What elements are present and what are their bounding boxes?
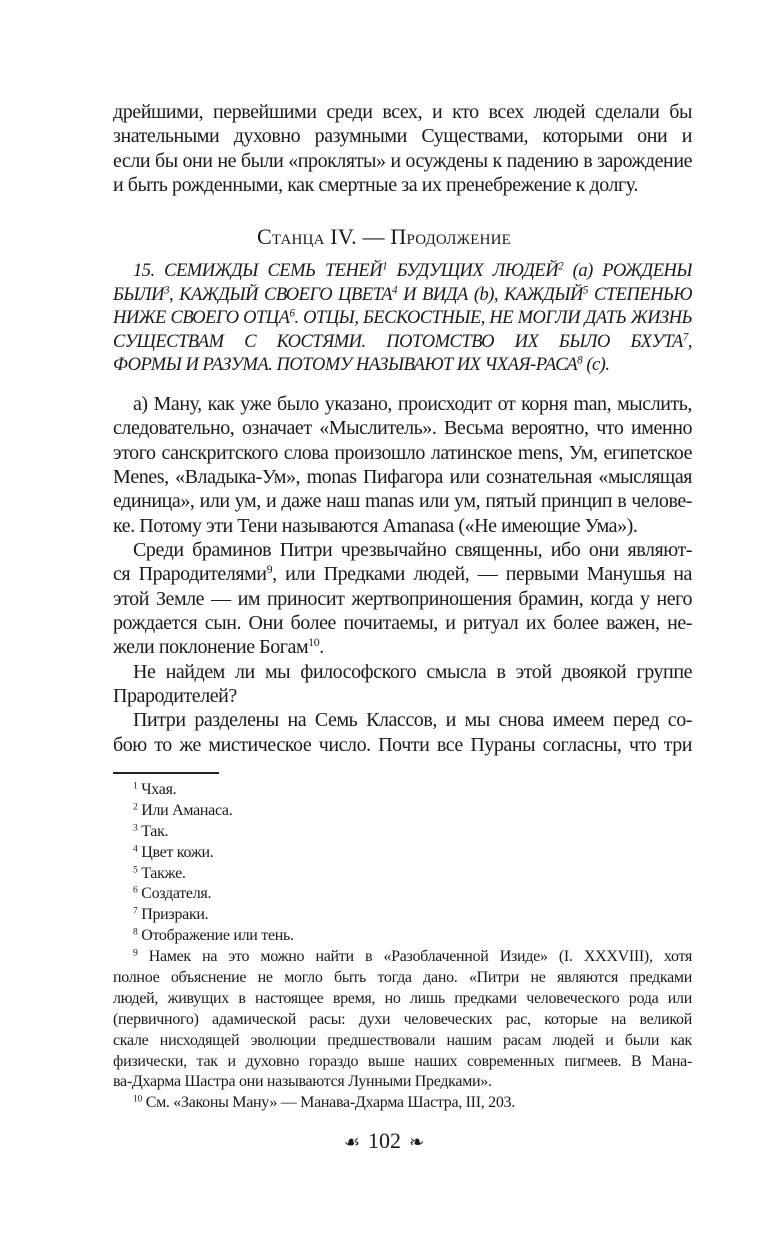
text-line	[113, 587, 692, 611]
text-segment: Прародителей?	[113, 685, 237, 708]
text-segment: Призраки.	[137, 906, 209, 924]
text-line	[113, 465, 692, 489]
footnote-marker: 1	[133, 780, 138, 792]
text-line	[113, 822, 692, 843]
footnote-divider	[113, 772, 219, 774]
text-segment: Чхая.	[137, 781, 177, 798]
page-number-footer	[0, 1128, 768, 1154]
footnote-marker: 10	[133, 1093, 142, 1105]
text-segment: дрейшими, первейшими среди всех, и кто всех людей сделали бы	[113, 101, 692, 123]
text-line	[113, 354, 692, 378]
text-segment: если бы они не были «прокляты» и осуждены к падению в зарождение	[113, 149, 692, 172]
text-line	[113, 489, 692, 513]
text-segment: См. «Законы Ману» — Манава-Дхарма Шастра, III, 203.	[142, 1094, 515, 1112]
footnote-marker: 10	[308, 635, 320, 650]
text-line	[113, 635, 692, 659]
text-segment: . ОТЦЫ, БЕСКОСТНЫЕ, НЕ МОГЛИ ДАТЬ ЖИЗНЬ	[294, 308, 692, 328]
text-line	[113, 149, 692, 173]
text-line	[113, 416, 692, 440]
text-line	[113, 947, 692, 968]
text-segment: ке. Потому эти Тени называются Amanasa («Не имеющие Ума»).	[113, 514, 638, 537]
text-line	[113, 538, 692, 562]
text-segment: СТЕПЕНЬЮ	[587, 284, 692, 305]
text-segment: Или Аманаса.	[137, 801, 233, 819]
text-line	[113, 1052, 692, 1073]
text-segment: полное объяснение не могло быть тогда дано. «Питри не являются предками	[113, 969, 692, 987]
footnote-marker: 2	[133, 801, 138, 813]
text-line	[113, 392, 692, 416]
footnote-marker: 9	[133, 947, 138, 959]
text-line	[113, 173, 692, 197]
text-segment: физически, так и духовно гораздо выше наших современных пигмеев. В Мана-	[113, 1052, 692, 1070]
text-segment: и быть рожденными, как смертные за их пренебрежение к долгу.	[113, 174, 638, 197]
text-line	[113, 843, 692, 864]
text-line	[113, 1010, 692, 1031]
text-segment: людей, живущих в настоящее время, но лишь предками человеческого рода или	[113, 989, 692, 1007]
footnotes	[113, 780, 692, 1114]
text-segment: (первичного) адамической расы: духи человеческих рас, которые на великой	[113, 1010, 692, 1028]
text-line	[113, 307, 692, 331]
text-segment: Menes, «Владыка-Ум», monas Пифагора или сознательная «мыслящая	[113, 466, 692, 489]
text-line	[113, 260, 692, 284]
footnote-marker: 8	[133, 926, 138, 938]
text-line	[113, 1031, 692, 1052]
text-segment: Также.	[137, 864, 186, 882]
text-segment: единица», или ум, и даже наш manas или ум, пятый принцип в челове-	[113, 490, 692, 513]
footnote-marker: 5	[582, 283, 588, 296]
footnote-marker: 4	[392, 283, 398, 296]
text-segment: Так.	[137, 822, 169, 840]
text-segment: знательными духовно разумными Существами, которыми они и	[113, 125, 692, 148]
page-number: 102	[368, 1128, 402, 1153]
text-segment: а) Ману, как уже было указано, происходит от корня man, мыслить,	[133, 393, 692, 415]
text-segment: ,	[687, 331, 692, 352]
main-text	[113, 392, 692, 757]
text-segment: И ВИДА (b), КАЖДЫЙ	[397, 284, 583, 305]
footnote-marker: 7	[133, 905, 138, 917]
text-segment: ся Прародителями	[113, 563, 267, 586]
text-segment: бою то же мистическое число. Почти все Пураны согласны, что три	[113, 733, 692, 756]
footnote-marker: 8	[577, 354, 583, 367]
text-segment: , или Предками людей, — первыми Манушья на	[272, 563, 692, 586]
text-line	[113, 124, 692, 148]
footnote-marker: 7	[682, 330, 688, 343]
text-segment: 15. СЕМИЖДЫ СЕМЬ ТЕНЕЙ	[133, 261, 383, 281]
footnote-marker: 9	[266, 562, 273, 577]
text-line	[113, 708, 692, 732]
footnote-marker: 3	[163, 283, 169, 296]
text-segment: ФОРМЫ И РАЗУМА. ПОТОМУ НАЗЫВАЮТ ИХ ЧХАЯ-РАСА	[113, 355, 578, 375]
text-line	[113, 284, 692, 308]
footnote-marker: 6	[289, 307, 295, 320]
text-line	[113, 611, 692, 635]
text-line	[113, 780, 692, 801]
text-line	[113, 660, 692, 684]
footnote-marker: 5	[133, 863, 138, 875]
text-segment: БЫЛИ	[113, 284, 164, 305]
text-segment: .	[319, 636, 324, 659]
text-segment: этого санскритского слова произошло латинское mens, Ум, египетское	[113, 441, 692, 464]
text-segment: рождается сын. Они более почитаемы, и ритуал их более важен, не-	[113, 612, 692, 635]
text-segment: ва-Дхарма Шастра они называются Лунными Предками».	[113, 1073, 492, 1091]
text-segment: Питри разделены на Семь Классов, и мы снова имеем перед со-	[133, 709, 692, 732]
text-segment: скале нисходящей эволюции предшествовали нашим расам людей и были как	[113, 1031, 692, 1049]
text-line	[113, 989, 692, 1010]
text-line	[113, 884, 692, 905]
text-line	[113, 441, 692, 465]
text-segment: НИЖЕ СВОЕГО ОТЦА	[113, 308, 290, 328]
text-segment: следовательно, означает «Мыслитель». Весьма вероятно, что именно	[113, 417, 692, 440]
text-line	[113, 801, 692, 822]
text-line	[113, 905, 692, 926]
text-segment: Среди браминов Питри чрезвычайно священны, ибо они являют-	[133, 539, 692, 562]
text-line	[113, 100, 692, 124]
text-line	[113, 562, 692, 586]
top-paragraph	[113, 100, 692, 197]
text-line	[113, 684, 692, 708]
text-segment: этой Земле — им приносит жертвоприношения брамин, когда у него	[113, 587, 692, 610]
text-segment: Намек на это можно найти в «Разоблаченной Изиде» (I. XXXVIII), хотя	[137, 948, 692, 966]
footnote-marker: 4	[133, 842, 138, 854]
stanza-text	[113, 260, 692, 378]
text-line	[113, 1072, 692, 1093]
section-heading: Станца IV. — Продолжение	[256, 224, 512, 249]
footnote-marker: 2	[558, 260, 564, 273]
text-line	[113, 1093, 692, 1114]
text-segment: Цвет кожи.	[137, 843, 214, 861]
text-segment: Отображение или тень.	[137, 927, 294, 945]
footnote-marker: 1	[382, 260, 388, 273]
footnote-marker: 3	[133, 822, 138, 834]
text-line	[113, 864, 692, 885]
ornament-right-icon: ❧	[409, 1132, 425, 1153]
text-segment: , КАЖДЫЙ СВОЕГО ЦВЕТА	[168, 284, 393, 305]
text-segment: жели поклонение Богам	[113, 636, 309, 659]
text-segment: БУДУЩИХ ЛЮДЕЙ	[387, 261, 559, 281]
text-line	[113, 968, 692, 989]
text-line	[113, 514, 692, 538]
text-line	[113, 926, 692, 947]
text-segment: (a) РОЖДЕНЫ	[563, 261, 692, 281]
text-segment: (c).	[582, 355, 610, 375]
text-segment: Не найдем ли мы философского смысла в этой двоякой группе	[133, 660, 692, 683]
ornament-left-icon: ☙	[343, 1132, 361, 1153]
text-segment: Создателя.	[137, 885, 212, 903]
text-line	[113, 331, 692, 355]
text-segment: СУЩЕСТВАМ С КОСТЯМИ. ПОТОМСТВО ИХ БЫЛО БХУТА	[113, 331, 683, 352]
text-line	[113, 733, 692, 757]
footnote-marker: 6	[133, 884, 138, 896]
